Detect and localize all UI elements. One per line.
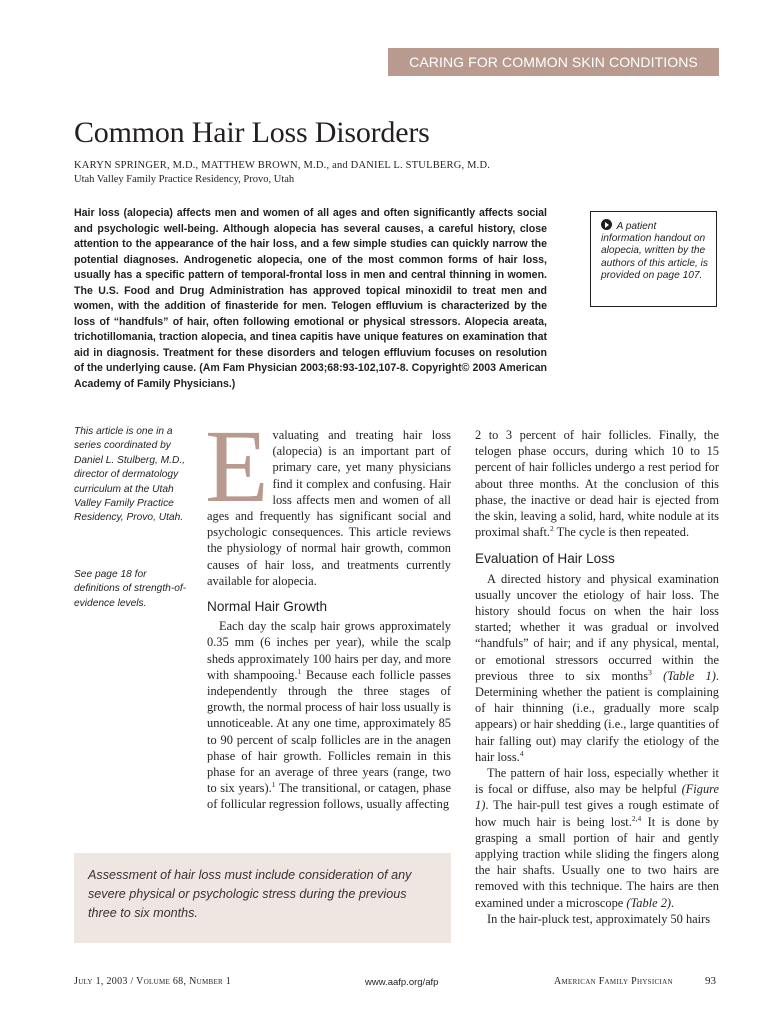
author-list: KARYN SPRINGER, M.D., MATTHEW BROWN, M.D., and DANIEL L. STULBERG, M.D.: [74, 160, 491, 171]
author-affiliation: Utah Valley Family Practice Residency, Provo, Utah: [74, 174, 295, 185]
page-number: 93: [705, 975, 716, 987]
body-paragraph: 2 to 3 percent of hair follicles. Finally, the telogen phase occurs, during which 10 to 15 percent of hair follicles undergo a rest period for about three months. At the conclusion of this phase, the inactive or dead hair is ejected from the skin, leaving a solid, hard, white nodule at its proximal shaft.$^2$ The cycle is then repeated.: [475, 428, 719, 540]
pull-quote: Assessment of hair loss must include consideration of any severe physical or psychologic stress during the previous three to six months.: [74, 853, 451, 943]
abstract: Hair loss (alopecia) affects men and women of all ages and often significantly affects social and psychologic well-being. Although alopecia has several causes, a careful history, close attention to the appearance of the hair loss, and a few simple studies can quickly narrow the potential diagnoses. Androgenetic alopecia, one of the most common forms of hair loss, usually has a specific pattern of temporal-frontal loss in men and central thinning in women. The U.S. Food and Drug Administration has approved topical minoxidil to treat men and women, with the addition of finasteride for men. Telogen effluvium is characterized by the loss of “handfuls” of hair, often following emotional or physical stressors. Alopecia areata, trichotillomania, traction alopecia, and tinea capitis have unique features on examination that aid in diagnosis. Treatment for these disorders and telogen effluvium focuses on resolution of the underlying cause. (Am Fam Physician 2003;68:93-102,107-8. Copyright© 2003 American Academy of Family Physicians.): [74, 207, 547, 390]
section-heading-normal-hair-growth: Normal Hair Growth: [207, 599, 328, 615]
body-paragraph: Each day the scalp hair grows approximately 0.35 mm (6 inches per year), while the scalp sheds approximately 100 hairs per day, and more with shampooing.$^1$ Because each follicle passes independently through the three stages of growth, the normal process of hair loss usually is unnoticeable. At any one time, approximately 85 to 90 percent of scalp follicles are in the anagen phase of hair growth. Follicles remain in this phase for an average of three years (range, two to six years).$^1$ The transitional, or catagen, phase of follicular regression follows, usually affecting: [207, 619, 451, 812]
intro-paragraph: [205, 409, 451, 589]
body-paragraph: The pattern of hair loss, especially whether it is focal or diffuse, also may be helpful (Figure 1). The hair-pull test gives a rough estimate of how much hair is being lost.$^{2,4}$ It is done by grasping a small portion of hair and gently applying traction while sliding the fingers along the hair shafts. Usually one to two hairs are removed with this technique. The hairs are then examined under a microscope (Table 2).: [475, 766, 719, 910]
footer-issue: July 1, 2003 / Volume 68, Number 1: [74, 976, 232, 987]
body-column-2: [475, 427, 719, 927]
patient-handout-box: [590, 211, 717, 307]
handout-text: A patient information handout on alopecia, written by the authors of this article, is provided on page 107.: [601, 221, 709, 281]
section-heading-evaluation: Evaluation of Hair Loss: [475, 551, 615, 567]
evidence-note: See page 18 for definitions of strength-of-evidence levels.: [74, 569, 187, 609]
series-note: This article is one in a series coordinated by Daniel L. Stulberg, M.D., director of dermatology curriculum at the Utah Valley Family Practice Residency, Provo, Utah.: [74, 426, 185, 524]
article-title: Common Hair Loss Disorders: [74, 116, 430, 149]
intro-text: valuating and treating hair loss (alopecia) is an important part of primary care, yet many physicians find it complex and confusing. Hair loss affects men and women of all ages and frequently has significant social and psychologic consequences. This article reviews the physiology of normal hair growth, common causes of hair loss, and treatments currently available for alopecia.: [207, 428, 451, 588]
play-circle-icon: [601, 219, 612, 230]
drop-cap: E: [205, 409, 269, 524]
body-column-1: [205, 409, 451, 813]
footer-journal: American Family Physician: [554, 976, 673, 987]
body-paragraph: A directed history and physical examination usually uncover the etiology of hair loss. The history should focus on when the hair loss started; whether it was gradual or involved “handfuls” of hair; and if any physical, mental, or emotional stressors occurred within the previous three to six months$^3$ (Table 1). Determining whether the patient is complaining of hair thinning (i.e., gradually more scalp appears) or hair shedding (i.e., large quantities of hair falling out) may clarify the etiology of the hair loss.$^4$: [475, 571, 719, 764]
section-banner: CARING FOR COMMON SKIN CONDITIONS: [388, 48, 719, 76]
body-paragraph: In the hair-pluck test, approximately 50 hairs: [487, 911, 711, 926]
footer-url: www.aafp.org/afp: [365, 977, 439, 988]
